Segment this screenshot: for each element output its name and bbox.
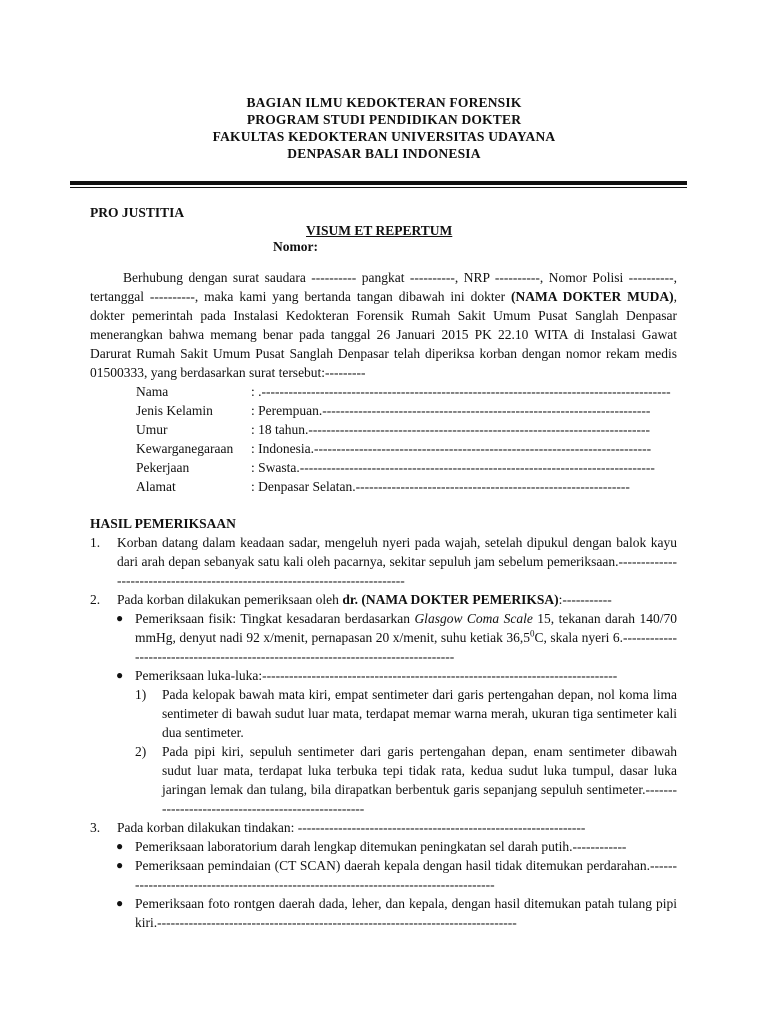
intro-doctor-name: (NAMA DOKTER MUDA) (511, 289, 674, 304)
hasil-heading: HASIL PEMERIKSAAN (90, 516, 236, 531)
intro-paragraph (90, 268, 677, 382)
fisik-scale-name: Glasgow Coma Scale (414, 611, 533, 626)
identity-value: : Swasta.------------------------------------------------------------------------------- (251, 460, 655, 475)
header-line-3: FAKULTAS KEDOKTERAN UNIVERSITAS UDAYANA (212, 129, 556, 144)
identity-label: Nama (136, 384, 169, 399)
document-title: VISUM ET REPERTUM (306, 223, 453, 238)
fisik-text-b: 15, tekanan darah 140/70 mmHg, denyut nadi 92 x/menit, pernapasan 20 x/menit, suhu ketiak 36,5 (135, 611, 677, 645)
identity-label: Alamat (136, 479, 176, 494)
fisik-degree: 0 (530, 628, 535, 639)
identity-value: : Perempuan.------------------------------------------------------------------------- (251, 403, 651, 418)
fisik-text-a: Pemeriksaan fisik: Tingkat kesadaran berdasarkan (135, 611, 415, 626)
nomor-label: Nomor: (273, 239, 318, 254)
fisik-text-c: C, skala nyeri 6.----------------------------------------------------------------------------------- (135, 630, 677, 664)
pro-justitia-label: PRO JUSTITIA (90, 205, 185, 220)
hasil-item-2-text-b: :----------- (558, 592, 612, 607)
list-number: 2) (135, 744, 147, 759)
identity-row (136, 477, 677, 496)
list-number: 1. (90, 535, 101, 550)
hasil-item-1 (90, 533, 677, 590)
luka-item-text: Pada kelopak bawah mata kiri, empat sentimeter dari garis pertengahan depan, nol koma lima sentimeter di bawah sudut luar mata, terdapat memar warna merah, ukuran tiga sentimeter kali dua sentimeter. (162, 687, 677, 740)
header-line-4: DENPASAR BALI INDONESIA (287, 146, 481, 161)
list-number: 2. (90, 592, 101, 607)
bullet-icon: ● (116, 858, 124, 872)
header-divider-thick (70, 181, 687, 185)
pemeriksaan-luka-item (90, 666, 677, 685)
bullet-icon: ● (116, 668, 124, 682)
luka-item-text: Pada pipi kiri, sepuluh sentimeter dari garis pertengahan depan, enam sentimeter dibawah sudut luar mata, terdapat luka terbuka tepi tidak rata, kedua sudut luka tumpul, dasar luka jaringan lemak dan tulang, bila dirapatkan berbentuk garis sepanjang sepuluh sentimeter.---------------------------------------------------- (162, 744, 677, 816)
identity-table (136, 382, 677, 496)
identity-row (136, 382, 677, 401)
tindakan-item-text: Pemeriksaan pemindaian (CT SCAN) daerah kepala dengan hasil tidak ditemukan perdarahan.-------------------------------------------------------------------------------------- (135, 858, 677, 892)
header-line-1: BAGIAN ILMU KEDOKTERAN FORENSIK (246, 95, 522, 110)
hasil-item-3 (90, 818, 677, 837)
list-number: 1) (135, 687, 147, 702)
bullet-icon: ● (116, 839, 124, 853)
examining-doctor-name: dr. (NAMA DOKTER PEMERIKSA) (342, 592, 559, 607)
luka-item (90, 685, 677, 742)
identity-value: : .------------------------------------------------------------------------------------------- (251, 384, 671, 399)
pemeriksaan-fisik-item (90, 609, 677, 666)
tindakan-item (90, 837, 677, 856)
identity-value: : Indonesia.--------------------------------------------------------------------------- (251, 441, 652, 456)
identity-value: : 18 tahun.---------------------------------------------------------------------------- (251, 422, 651, 437)
tindakan-item (90, 894, 677, 932)
hasil-item-2 (90, 590, 677, 609)
identity-label: Pekerjaan (136, 460, 190, 475)
intro-text-1: Berhubung dengan surat saudara ---------- pangkat ----------, NRP ----------, Nomor Polisi ----------, tertanggal ----------, maka kami yang bertanda tangan dibawah ini dokter (90, 270, 677, 304)
hasil-item-1-text: Korban datang dalam keadaan sadar, mengeluh nyeri pada wajah, setelah dipukul dengan balok kayu dari arah depan sebanyak satu kali oleh pacarnya, sekitar sepuluh jam sebelum pemeriksaan.----------------------------------------------------------------------------- (117, 535, 677, 588)
tindakan-item-text: Pemeriksaan laboratorium darah lengkap ditemukan peningkatan sel darah putih.------------ (135, 839, 627, 854)
intro-text-2: , dokter pemerintah pada Instalasi Kedokteran Forensik Rumah Sakit Umum Pusat Sanglah Denpasar menerangkan bahwa memang benar pada tanggal 26 Januari 2015 PK 22.10 WITA di Instalasi Gawat Darurat Rumah Sakit Umum Pusat Sanglah Denpasar telah diperiksa korban dengan nomor rekam medis 01500333, yang berdasarkan surat tersebut:--------- (90, 289, 677, 380)
hasil-item-2-text-a: Pada korban dilakukan pemeriksaan oleh (117, 592, 343, 607)
bullet-icon: ● (116, 611, 124, 625)
identity-label: Kewarganegaraan (136, 441, 234, 456)
document-body (90, 268, 677, 932)
identity-value: : Denpasar Selatan.------------------------------------------------------------- (251, 479, 630, 494)
identity-row (136, 458, 677, 477)
tindakan-item (90, 856, 677, 894)
tindakan-item-text: Pemeriksaan foto rontgen daerah dada, leher, dan kepala, dengan hasil ditemukan patah tulang pipi kiri.-------------------------------------------------------------------------------- (135, 896, 677, 930)
hasil-item-3-text: Pada korban dilakukan tindakan: ---------------------------------------------------------------- (117, 820, 586, 835)
identity-row (136, 420, 677, 439)
hasil-item-2-text (117, 590, 677, 609)
list-number: 3. (90, 820, 101, 835)
identity-label: Umur (136, 422, 168, 437)
luka-item (90, 742, 677, 818)
identity-row (136, 401, 677, 420)
identity-label: Jenis Kelamin (136, 403, 213, 418)
header-divider-thin (70, 187, 687, 188)
pemeriksaan-luka-heading: Pemeriksaan luka-luka:------------------------------------------------------------------------------- (135, 668, 618, 683)
identity-row (136, 439, 677, 458)
pemeriksaan-fisik-text (135, 609, 677, 666)
bullet-icon: ● (116, 896, 124, 910)
header-line-2: PROGRAM STUDI PENDIDIKAN DOKTER (246, 112, 522, 127)
document-header (0, 94, 768, 162)
